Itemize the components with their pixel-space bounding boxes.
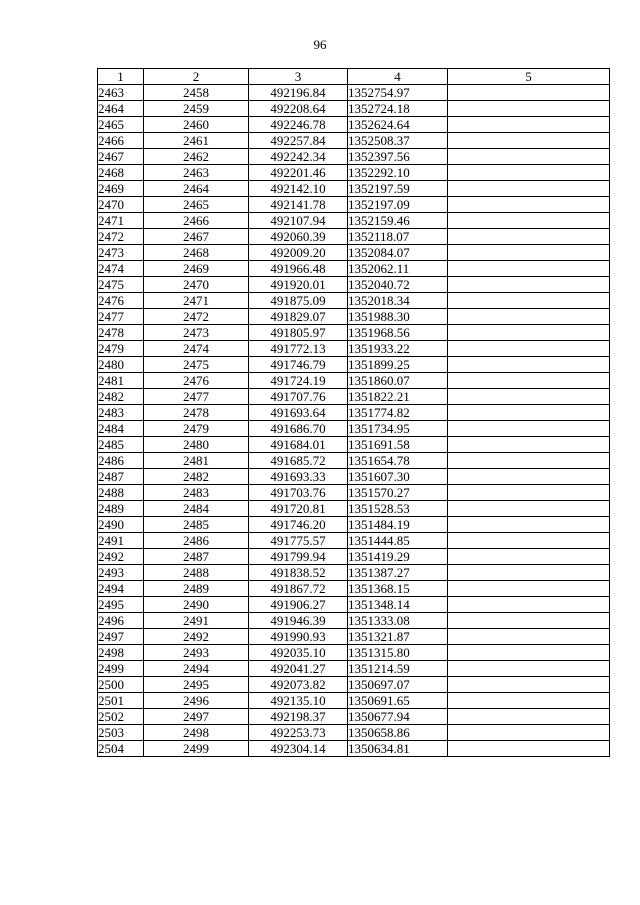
table-cell-col-4: 1352508.37 (348, 133, 448, 149)
table-cell-col-1: 2494 (98, 581, 144, 597)
header-row (98, 69, 610, 85)
table-cell-col-4: 1351734.95 (348, 421, 448, 437)
table-cell-col-4: 1351607.30 (348, 469, 448, 485)
table-cell-col-3: 492201.46 (249, 165, 348, 181)
table-cell-col-3: 491920.01 (249, 277, 348, 293)
table-cell-col-2: 2482 (144, 469, 249, 485)
table-cell-col-1: 2463 (98, 85, 144, 101)
table-row (98, 245, 610, 261)
table-row (98, 677, 610, 693)
table-row (98, 437, 610, 453)
table-row (98, 229, 610, 245)
table-cell-col-5 (448, 629, 610, 645)
table-cell-col-4: 1351315.80 (348, 645, 448, 661)
table-cell-col-4: 1352724.18 (348, 101, 448, 117)
table-cell-col-4: 1352159.46 (348, 213, 448, 229)
table-cell-col-1: 2479 (98, 341, 144, 357)
table-row (98, 373, 610, 389)
table-row (98, 213, 610, 229)
table-cell-col-1: 2485 (98, 437, 144, 453)
table-cell-col-3: 491724.19 (249, 373, 348, 389)
table-cell-col-3: 492304.14 (249, 741, 348, 757)
table-cell-col-5 (448, 389, 610, 405)
table-row (98, 421, 610, 437)
table-cell-col-4: 1352040.72 (348, 277, 448, 293)
table-cell-col-3: 492009.20 (249, 245, 348, 261)
table-cell-col-2: 2479 (144, 421, 249, 437)
table-cell-col-2: 2487 (144, 549, 249, 565)
table-cell-col-4: 1352118.07 (348, 229, 448, 245)
table-cell-col-4: 1352084.07 (348, 245, 448, 261)
table-cell-col-5 (448, 277, 610, 293)
table-cell-col-1: 2478 (98, 325, 144, 341)
table-cell-col-3: 491875.09 (249, 293, 348, 309)
table-cell-col-3: 492035.10 (249, 645, 348, 661)
table-cell-col-5 (448, 341, 610, 357)
table-cell-col-4: 1352397.56 (348, 149, 448, 165)
table-cell-col-3: 491867.72 (249, 581, 348, 597)
table-cell-col-2: 2459 (144, 101, 249, 117)
table-row (98, 405, 610, 421)
table-cell-col-4: 1351968.56 (348, 325, 448, 341)
table-cell-col-4: 1351333.08 (348, 613, 448, 629)
table-cell-col-5 (448, 245, 610, 261)
table-cell-col-4: 1351214.59 (348, 661, 448, 677)
table-cell-col-3: 492142.10 (249, 181, 348, 197)
table-row (98, 629, 610, 645)
table-cell-col-4: 1352062.11 (348, 261, 448, 277)
table-cell-col-1: 2475 (98, 277, 144, 293)
table-cell-col-2: 2491 (144, 613, 249, 629)
table-cell-col-1: 2470 (98, 197, 144, 213)
table-row (98, 277, 610, 293)
table-cell-col-5 (448, 549, 610, 565)
table-cell-col-1: 2481 (98, 373, 144, 389)
table-cell-col-3: 492198.37 (249, 709, 348, 725)
column-header-1: 1 (98, 69, 144, 85)
table-cell-col-4: 1352018.34 (348, 293, 448, 309)
table-cell-col-3: 491685.72 (249, 453, 348, 469)
table-row (98, 85, 610, 101)
table-cell-col-3: 491720.81 (249, 501, 348, 517)
table-cell-col-3: 491693.64 (249, 405, 348, 421)
table-cell-col-2: 2478 (144, 405, 249, 421)
table-cell-col-4: 1351822.21 (348, 389, 448, 405)
table-cell-col-3: 492060.39 (249, 229, 348, 245)
table-cell-col-3: 492135.10 (249, 693, 348, 709)
table-cell-col-1: 2499 (98, 661, 144, 677)
table-cell-col-2: 2465 (144, 197, 249, 213)
table-cell-col-5 (448, 485, 610, 501)
table-cell-col-1: 2483 (98, 405, 144, 421)
table-row (98, 149, 610, 165)
table-cell-col-1: 2490 (98, 517, 144, 533)
table-cell-col-1: 2468 (98, 165, 144, 181)
table-cell-col-1: 2487 (98, 469, 144, 485)
table-cell-col-3: 492253.73 (249, 725, 348, 741)
table-cell-col-2: 2484 (144, 501, 249, 517)
table-cell-col-2: 2499 (144, 741, 249, 757)
table-row (98, 741, 610, 757)
table-cell-col-3: 492041.27 (249, 661, 348, 677)
table-cell-col-4: 1352754.97 (348, 85, 448, 101)
table-cell-col-2: 2472 (144, 309, 249, 325)
table-cell-col-1: 2503 (98, 725, 144, 741)
table-cell-col-1: 2471 (98, 213, 144, 229)
table-cell-col-5 (448, 741, 610, 757)
table-row (98, 501, 610, 517)
table-cell-col-5 (448, 677, 610, 693)
table-cell-col-3: 491838.52 (249, 565, 348, 581)
table-cell-col-1: 2465 (98, 117, 144, 133)
table-row (98, 469, 610, 485)
table-cell-col-2: 2458 (144, 85, 249, 101)
table-row (98, 453, 610, 469)
table-cell-col-1: 2467 (98, 149, 144, 165)
table-cell-col-1: 2477 (98, 309, 144, 325)
table-row (98, 597, 610, 613)
table-cell-col-5 (448, 197, 610, 213)
table-cell-col-1: 2504 (98, 741, 144, 757)
table-cell-col-4: 1351387.27 (348, 565, 448, 581)
table-cell-col-2: 2468 (144, 245, 249, 261)
table-cell-col-5 (448, 437, 610, 453)
table-cell-col-1: 2501 (98, 693, 144, 709)
table-cell-col-2: 2494 (144, 661, 249, 677)
table-cell-col-4: 1351368.15 (348, 581, 448, 597)
table-cell-col-2: 2488 (144, 565, 249, 581)
table-row (98, 357, 610, 373)
table-cell-col-4: 1352197.59 (348, 181, 448, 197)
table-cell-col-3: 491686.70 (249, 421, 348, 437)
table-row (98, 197, 610, 213)
table-cell-col-5 (448, 453, 610, 469)
table-cell-col-5 (448, 261, 610, 277)
table-row (98, 709, 610, 725)
table-row (98, 117, 610, 133)
table-row (98, 261, 610, 277)
table-cell-col-3: 491946.39 (249, 613, 348, 629)
table-cell-col-1: 2498 (98, 645, 144, 661)
table-cell-col-4: 1350658.86 (348, 725, 448, 741)
table-cell-col-5 (448, 117, 610, 133)
table-cell-col-3: 491684.01 (249, 437, 348, 453)
table-cell-col-2: 2475 (144, 357, 249, 373)
table-cell-col-2: 2493 (144, 645, 249, 661)
table-cell-col-4: 1351444.85 (348, 533, 448, 549)
table-cell-col-2: 2495 (144, 677, 249, 693)
table-row (98, 341, 610, 357)
table-cell-col-5 (448, 533, 610, 549)
table-cell-col-2: 2470 (144, 277, 249, 293)
table-cell-col-2: 2497 (144, 709, 249, 725)
table-cell-col-3: 491772.13 (249, 341, 348, 357)
table-cell-col-5 (448, 725, 610, 741)
table-cell-col-5 (448, 693, 610, 709)
table-cell-col-3: 491829.07 (249, 309, 348, 325)
table-cell-col-2: 2492 (144, 629, 249, 645)
table-cell-col-2: 2496 (144, 693, 249, 709)
table-cell-col-1: 2469 (98, 181, 144, 197)
table-cell-col-1: 2466 (98, 133, 144, 149)
table-cell-col-1: 2493 (98, 565, 144, 581)
table-cell-col-2: 2467 (144, 229, 249, 245)
table-cell-col-2: 2463 (144, 165, 249, 181)
table-cell-col-2: 2469 (144, 261, 249, 277)
table-cell-col-4: 1351484.19 (348, 517, 448, 533)
table-cell-col-4: 1351899.25 (348, 357, 448, 373)
table-cell-col-4: 1351570.27 (348, 485, 448, 501)
table-cell-col-5 (448, 517, 610, 533)
table-cell-col-3: 492246.78 (249, 117, 348, 133)
table-cell-col-4: 1352292.10 (348, 165, 448, 181)
table-cell-col-5 (448, 293, 610, 309)
table-row (98, 293, 610, 309)
table-cell-col-5 (448, 501, 610, 517)
table-cell-col-5 (448, 421, 610, 437)
table-row (98, 165, 610, 181)
table-cell-col-1: 2489 (98, 501, 144, 517)
table-cell-col-5 (448, 133, 610, 149)
table-cell-col-4: 1351860.07 (348, 373, 448, 389)
table-cell-col-5 (448, 149, 610, 165)
table-row (98, 725, 610, 741)
table-body (98, 85, 610, 757)
table-row (98, 613, 610, 629)
table-cell-col-4: 1350634.81 (348, 741, 448, 757)
table-cell-col-1: 2484 (98, 421, 144, 437)
table-row (98, 533, 610, 549)
table-cell-col-3: 491707.76 (249, 389, 348, 405)
table-cell-col-1: 2474 (98, 261, 144, 277)
table-cell-col-4: 1352624.64 (348, 117, 448, 133)
table-cell-col-5 (448, 373, 610, 389)
table-cell-col-2: 2462 (144, 149, 249, 165)
table-row (98, 549, 610, 565)
table-cell-col-2: 2489 (144, 581, 249, 597)
table-cell-col-3: 491693.33 (249, 469, 348, 485)
table-cell-col-5 (448, 565, 610, 581)
table-row (98, 693, 610, 709)
table-cell-col-4: 1351933.22 (348, 341, 448, 357)
table-cell-col-2: 2480 (144, 437, 249, 453)
table-cell-col-5 (448, 581, 610, 597)
table-cell-col-2: 2498 (144, 725, 249, 741)
table-row (98, 485, 610, 501)
table-cell-col-4: 1350697.07 (348, 677, 448, 693)
table-cell-col-1: 2486 (98, 453, 144, 469)
table-cell-col-2: 2473 (144, 325, 249, 341)
table-cell-col-4: 1351774.82 (348, 405, 448, 421)
table-row (98, 565, 610, 581)
table-cell-col-5 (448, 613, 610, 629)
table-cell-col-2: 2477 (144, 389, 249, 405)
table-cell-col-5 (448, 597, 610, 613)
table-cell-col-3: 491746.20 (249, 517, 348, 533)
table-cell-col-1: 2502 (98, 709, 144, 725)
page-number: 96 (313, 37, 327, 52)
table-row (98, 389, 610, 405)
column-header-2: 2 (144, 69, 249, 85)
table-cell-col-3: 491746.79 (249, 357, 348, 373)
table-cell-col-1: 2491 (98, 533, 144, 549)
table-cell-col-2: 2490 (144, 597, 249, 613)
table-cell-col-4: 1351528.53 (348, 501, 448, 517)
table-row (98, 181, 610, 197)
table-cell-col-3: 491703.76 (249, 485, 348, 501)
table-cell-col-5 (448, 661, 610, 677)
table-cell-col-3: 491805.97 (249, 325, 348, 341)
table-header (98, 69, 610, 85)
column-header-5: 5 (448, 69, 610, 85)
table-cell-col-5 (448, 309, 610, 325)
table-cell-col-5 (448, 709, 610, 725)
table-cell-col-2: 2474 (144, 341, 249, 357)
table-cell-col-4: 1350691.65 (348, 693, 448, 709)
column-header-4: 4 (348, 69, 448, 85)
table-row (98, 325, 610, 341)
table-cell-col-5 (448, 357, 610, 373)
table-cell-col-4: 1351348.14 (348, 597, 448, 613)
table-cell-col-1: 2473 (98, 245, 144, 261)
table-cell-col-2: 2464 (144, 181, 249, 197)
table-cell-col-1: 2472 (98, 229, 144, 245)
table-row (98, 517, 610, 533)
table-cell-col-2: 2466 (144, 213, 249, 229)
table-cell-col-2: 2476 (144, 373, 249, 389)
table-row (98, 661, 610, 677)
table-row (98, 645, 610, 661)
table-cell-col-3: 491775.57 (249, 533, 348, 549)
table-cell-col-1: 2497 (98, 629, 144, 645)
table-cell-col-4: 1351654.78 (348, 453, 448, 469)
table-row (98, 101, 610, 117)
table-cell-col-3: 491990.93 (249, 629, 348, 645)
table-cell-col-3: 492107.94 (249, 213, 348, 229)
table-cell-col-1: 2492 (98, 549, 144, 565)
table-row (98, 581, 610, 597)
table-cell-col-4: 1351691.58 (348, 437, 448, 453)
table-cell-col-4: 1351988.30 (348, 309, 448, 325)
table-cell-col-3: 492141.78 (249, 197, 348, 213)
table-row (98, 309, 610, 325)
table-cell-col-3: 492208.64 (249, 101, 348, 117)
table-cell-col-3: 491906.27 (249, 597, 348, 613)
coordinates-table (97, 68, 610, 757)
table-cell-col-5 (448, 181, 610, 197)
table-cell-col-5 (448, 85, 610, 101)
table-cell-col-5 (448, 229, 610, 245)
table-cell-col-2: 2471 (144, 293, 249, 309)
table-cell-col-1: 2464 (98, 101, 144, 117)
table-cell-col-2: 2485 (144, 517, 249, 533)
table-cell-col-2: 2481 (144, 453, 249, 469)
table-cell-col-2: 2461 (144, 133, 249, 149)
table-cell-col-5 (448, 165, 610, 181)
table-cell-col-4: 1350677.94 (348, 709, 448, 725)
table-cell-col-4: 1351321.87 (348, 629, 448, 645)
table-cell-col-3: 492257.84 (249, 133, 348, 149)
table-cell-col-1: 2500 (98, 677, 144, 693)
table-row (98, 133, 610, 149)
table-cell-col-1: 2482 (98, 389, 144, 405)
table-cell-col-5 (448, 645, 610, 661)
column-header-3: 3 (249, 69, 348, 85)
table-cell-col-1: 2496 (98, 613, 144, 629)
table-cell-col-5 (448, 405, 610, 421)
table-cell-col-3: 492242.34 (249, 149, 348, 165)
table-cell-col-5 (448, 469, 610, 485)
table-cell-col-1: 2476 (98, 293, 144, 309)
table-cell-col-5 (448, 101, 610, 117)
table-cell-col-5 (448, 213, 610, 229)
table-cell-col-1: 2495 (98, 597, 144, 613)
table-cell-col-2: 2486 (144, 533, 249, 549)
table-cell-col-4: 1351419.29 (348, 549, 448, 565)
table-cell-col-3: 492073.82 (249, 677, 348, 693)
table-cell-col-1: 2480 (98, 357, 144, 373)
table-cell-col-3: 491799.94 (249, 549, 348, 565)
table-cell-col-5 (448, 325, 610, 341)
table-cell-col-3: 492196.84 (249, 85, 348, 101)
table-cell-col-2: 2460 (144, 117, 249, 133)
table-cell-col-4: 1352197.09 (348, 197, 448, 213)
table-cell-col-3: 491966.48 (249, 261, 348, 277)
table-cell-col-2: 2483 (144, 485, 249, 501)
table-cell-col-1: 2488 (98, 485, 144, 501)
